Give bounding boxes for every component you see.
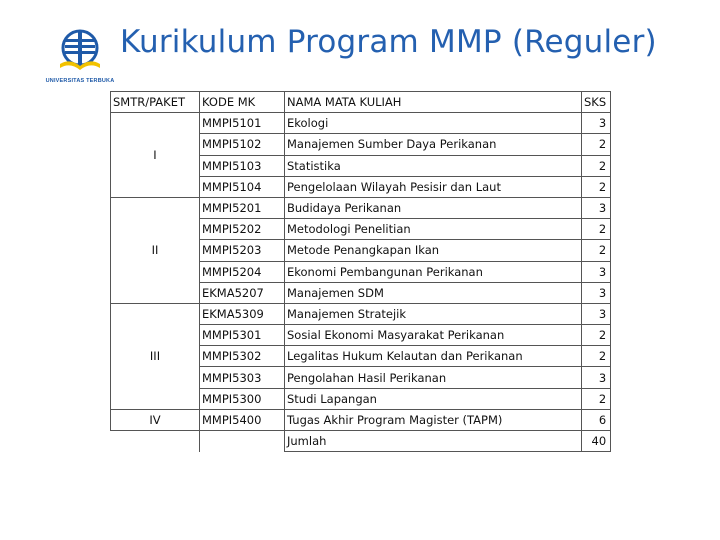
course-credits: 3 — [582, 367, 611, 388]
course-credits: 2 — [582, 240, 611, 261]
course-name: Studi Lapangan — [285, 388, 582, 409]
course-credits: 2 — [582, 388, 611, 409]
university-logo — [34, 26, 124, 86]
course-name: Legalitas Hukum Kelautan dan Perikanan — [285, 346, 582, 367]
header-credits: SKS — [582, 92, 611, 113]
course-name: Ekonomi Pembangunan Perikanan — [285, 261, 582, 282]
course-credits: 3 — [582, 113, 611, 134]
course-credits: 2 — [582, 155, 611, 176]
course-code: MMPI5201 — [200, 197, 285, 218]
semester-cell: II — [111, 197, 200, 303]
course-credits: 2 — [582, 325, 611, 346]
course-code: MMPI5103 — [200, 155, 285, 176]
course-code: MMPI5302 — [200, 346, 285, 367]
table-header-row — [111, 92, 611, 113]
header-name: NAMA MATA KULIAH — [285, 92, 582, 113]
course-name: Pengolahan Hasil Perikanan — [285, 367, 582, 388]
logo-caption: UNIVERSITAS TERBUKA — [45, 78, 115, 84]
course-name: Metode Penangkapan Ikan — [285, 240, 582, 261]
course-code: EKMA5207 — [200, 282, 285, 303]
course-credits: 2 — [582, 176, 611, 197]
course-code: MMPI5303 — [200, 367, 285, 388]
course-name: Pengelolaan Wilayah Pesisir dan Laut — [285, 176, 582, 197]
header-semester: SMTR/PAKET — [111, 92, 200, 113]
curriculum-table — [110, 91, 611, 452]
course-code: MMPI5300 — [200, 388, 285, 409]
course-name: Manajemen SDM — [285, 282, 582, 303]
table-row — [111, 409, 611, 430]
ut-emblem-icon — [54, 26, 106, 76]
course-code: MMPI5301 — [200, 325, 285, 346]
course-credits: 2 — [582, 219, 611, 240]
course-credits: 3 — [582, 282, 611, 303]
total-credits: 40 — [582, 431, 611, 452]
course-code: MMPI5101 — [200, 113, 285, 134]
course-credits: 2 — [582, 134, 611, 155]
course-name: Manajemen Sumber Daya Perikanan — [285, 134, 582, 155]
table-row — [111, 197, 611, 218]
course-code: MMPI5202 — [200, 219, 285, 240]
course-code: MMPI5104 — [200, 176, 285, 197]
page-title: Kurikulum Program MMP (Reguler) — [120, 24, 657, 60]
course-credits: 3 — [582, 261, 611, 282]
total-blank — [200, 431, 285, 452]
semester-cell: IV — [111, 409, 200, 430]
course-name: Budidaya Perikanan — [285, 197, 582, 218]
semester-cell: III — [111, 303, 200, 409]
course-name: Metodologi Penelitian — [285, 219, 582, 240]
course-credits: 3 — [582, 303, 611, 324]
course-code: MMPI5203 — [200, 240, 285, 261]
table-total-row — [111, 431, 611, 452]
table-row — [111, 113, 611, 134]
course-code: MMPI5204 — [200, 261, 285, 282]
course-name: Tugas Akhir Program Magister (TAPM) — [285, 409, 582, 430]
footer-band — [0, 510, 720, 540]
semester-cell: I — [111, 113, 200, 198]
table-row — [111, 303, 611, 324]
course-code: MMPI5400 — [200, 409, 285, 430]
course-code: MMPI5102 — [200, 134, 285, 155]
header-code: KODE MK — [200, 92, 285, 113]
course-credits: 3 — [582, 197, 611, 218]
course-credits: 6 — [582, 409, 611, 430]
total-label: Jumlah — [285, 431, 582, 452]
course-code: EKMA5309 — [200, 303, 285, 324]
course-name: Manajemen Stratejik — [285, 303, 582, 324]
total-blank — [111, 431, 200, 452]
course-name: Sosial Ekonomi Masyarakat Perikanan — [285, 325, 582, 346]
course-credits: 2 — [582, 346, 611, 367]
course-name: Ekologi — [285, 113, 582, 134]
course-name: Statistika — [285, 155, 582, 176]
